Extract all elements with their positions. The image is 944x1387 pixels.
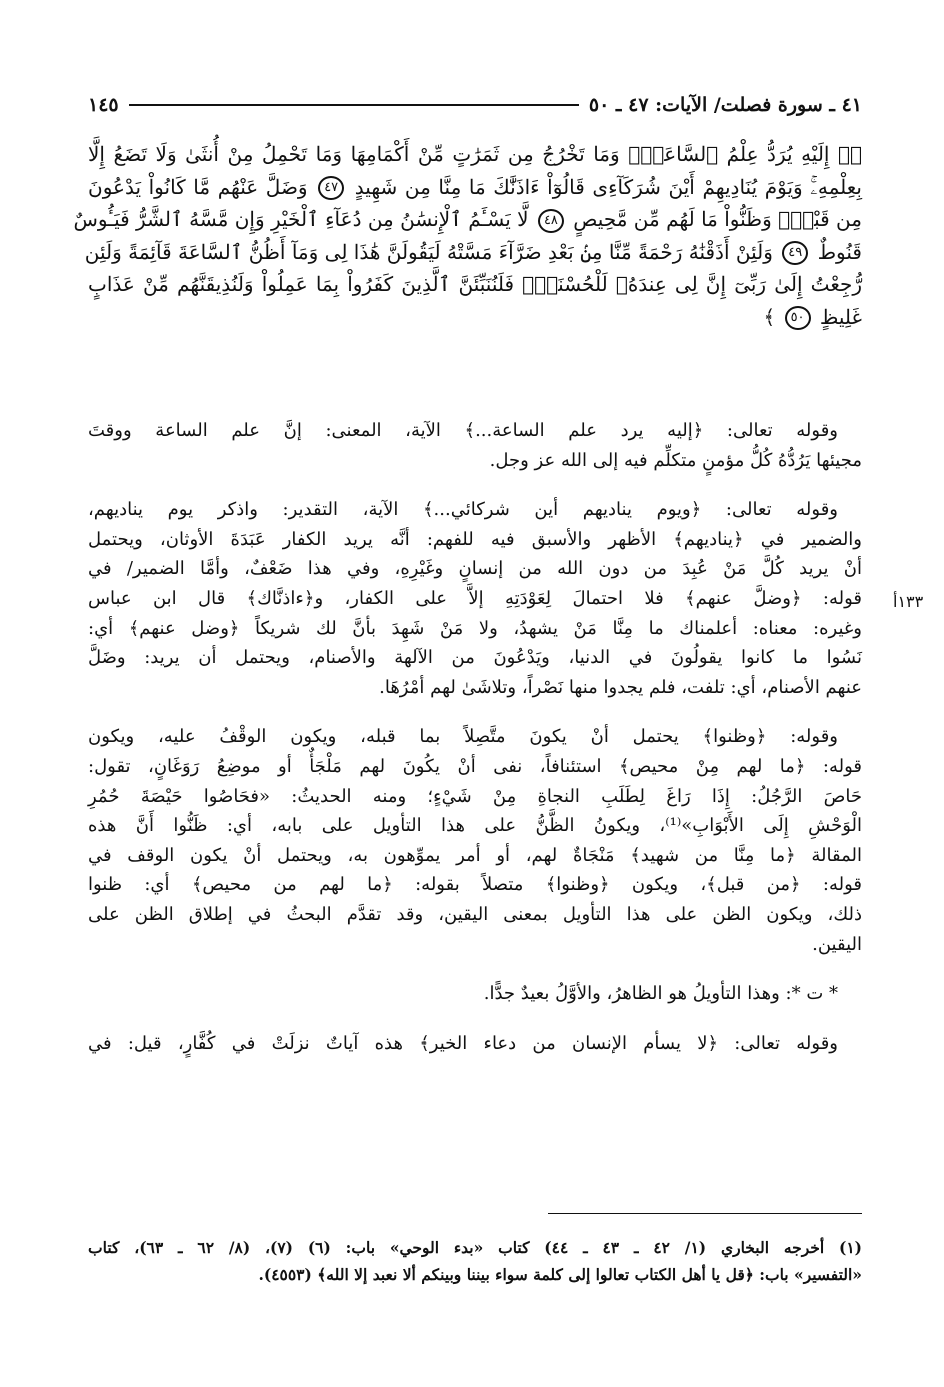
commentary-paragraph	[88, 979, 862, 1009]
commentary-line: وغيره: معناه: أعلمناك ما مِنَّا مَنْ يشهدُ، ولا مَنْ شَهِدَ بأنَّ لك شريكاً ﴿وضل عنهم﴾ أي:	[88, 617, 862, 639]
verse-text: وَلَئِنْ أَذَقْنَٰهُ رَحْمَةً مِّنَّا مِنۢ بَعْدِ ضَرَّآءَ مَسَّتْهُ لَيَقُولَنَّ هَٰذَا لِى وَمَآ أَظُنُّ ٱلسَّاعَةَ قَآئِمَةً وَلَئِن	[84, 239, 773, 264]
footnote-line: (١) أخرجه البخاري (١/ ٤٢ ـ ٤٣ ـ ٤٤) كتاب «بدء الوحي» باب: (٦) (٧)، (٨/ ٦٢ ـ ٦٣)، كتاب	[88, 1238, 862, 1257]
footnote-divider	[548, 1213, 862, 1214]
verse-text: بِعِلْمِهِۦۚ وَيَوْمَ يُنَادِيهِمْ أَيْنَ شُرَكَآءِى قَالُوٓاْ ءَاذَنَّٰكَ مَا مِنَّا مِن شَهِيدٍ	[354, 174, 863, 199]
commentary-line: حَاصَ الرَّجُلُ: إِذَا رَاغَ لِطَلَبِ النجاةِ مِنْ شَيْءٍ؛ ومنه الحديثُ: «فحَاصُوا حَيْصَةَ حُمُرِ	[88, 785, 862, 807]
quran-line	[88, 301, 862, 334]
quran-line	[88, 171, 862, 204]
quran-verses-block	[73, 138, 863, 334]
verse-text: لَّا يَسْـَٔمُ ٱلْإِنسَٰنُ مِن دُعَآءِ ٱلْخَيْرِ وَإِن مَّسَّهُ ٱلشَّرُّ فَيَـُٔوسٌ	[73, 207, 529, 232]
verse-text: ﴾	[763, 304, 776, 329]
quran-line	[88, 138, 862, 171]
commentary-line: والضمير في ﴿يناديهم﴾ الأظهر والأسبق فيه للفهم: أنَّه يريد الكفار عَبَدَةَ الأوثان، ويحتمل	[88, 528, 862, 550]
header-rule	[129, 104, 579, 106]
footnote-line: «التفسير» باب: ﴿قل يا أهل الكتاب تعالوا إلى كلمة سواء بيننا وبينكم ألا نعبد إلا الله﴾ (٤٥٥٣).	[258, 1265, 862, 1284]
ayah-number-marker: ٤٩	[782, 241, 808, 265]
commentary-line: ذلك، ويكون الظن على هذا التأويل بمعنى اليقين، وقد تقدَّم البحثُ في إطلاق الظن على	[88, 903, 862, 925]
verse-text: ﴿۞ إِلَيْهِ يُرَدُّ عِلْمُ ٱلسَّاعَةِۚ وَمَا تَخْرُجُ مِن ثَمَرَٰتٍ مِّنْ أَكْمَامِهَا وَمَا تَحْمِلُ مِنْ أُنثَىٰ وَلَا تَضَعُ إِلَّا	[88, 142, 862, 166]
commentary-line: مجيئها يَرُدُّهُ كُلُّ مؤمنٍ متكلِّم فيه إلى الله عز وجل.	[489, 449, 862, 471]
commentary-paragraph	[88, 495, 862, 702]
commentary-line: الْوَحْشِ إِلَى الأَبْوَابِ»⁽¹⁾، ويكونُ الظَّنُّ على هذا التأويل على بابه، أي: ظَنُّوا أَنَّ هذه	[88, 815, 862, 837]
quran-line	[84, 236, 862, 269]
verse-text: مِن قَبْلُۖ وَظَنُّواْ مَا لَهُم مِّن مَّحِيصٍ	[573, 207, 862, 232]
commentary-line: قوله: ﴿وضلَّ عنهم﴾ فلا احتمالَ لِعَوْدَتِهِ إلاَّ على الكفار، و﴿ءاذنَّاك﴾ قال ابن عباس	[88, 587, 862, 609]
manuscript-margin-note: ١٣٣أ	[893, 592, 924, 611]
commentary-line: نَسُوا ما كانوا يقولُونَ في الدنيا، ويَدْعُونَ من الآلهة والأصنام، ويحتمل أن يريد: وضَلَّ	[88, 647, 862, 669]
quran-line	[88, 268, 862, 301]
commentary-body	[88, 416, 862, 1078]
commentary-line: وقوله تعالى: ﴿إليه يرد علم الساعة...﴾ الآية، المعنى: إنَّ علم الساعة ووقتَ	[88, 420, 838, 441]
verse-text: غَلِيظٍ	[819, 304, 862, 329]
commentary-line: أنْ يريد كُلَّ مَنْ عُبِدَ من دون الله من إنسانٍ وغَيْرِهِ، وفي هذا ضَعْفٌ، وأمَّا الضمير/ في	[88, 558, 862, 580]
commentary-paragraph	[88, 416, 862, 475]
ayah-number-marker: ٤٧	[318, 176, 344, 200]
verse-text: رُّجِعْتُ إِلَىٰ رَبِّىٓ إِنَّ لِى عِندَهُۥ لَلْحُسْنَىٰۚ فَلَنُنَبِّئَنَّ ٱلَّذِينَ كَفَرُواْ بِمَا عَمِلُواْ وَلَنُذِيقَنَّهُم مِّنْ عَذَابٍ	[88, 272, 862, 297]
commentary-line: قوله: ﴿ما لهم مِنْ محيص﴾ استئنافاً، نفى أنْ يكُونَ لهم مَلْجَأٌ أو موضِعُ رَوَغَانٍ، تقول:	[88, 755, 862, 777]
commentary-line: وقوله: ﴿وظنوا﴾ يحتمل أنْ يكونَ متَّصِلاً بما قبله، ويكون الوقْفُ عليه، ويكون	[88, 726, 838, 748]
commentary-paragraph	[88, 722, 862, 959]
commentary-line: وقوله تعالى: ﴿لا يسأم الإنسان من دعاء الخير﴾ هذه آياتٌ نزلَتْ في كُفَّارٍ، قيل: في	[88, 1032, 838, 1054]
running-title: ٤١ ـ سورة فصلت/ الآيات: ٤٧ ـ ٥٠	[588, 94, 862, 116]
ayah-number-marker: ٤٨	[538, 209, 564, 233]
quran-line	[73, 203, 862, 236]
ayah-number-marker: ٥٠	[785, 306, 811, 330]
commentary-line: اليقين.	[812, 933, 862, 955]
footnotes	[88, 1234, 862, 1288]
page-number: ١٤٥	[88, 94, 119, 116]
commentary-paragraph	[88, 1029, 862, 1059]
page-header	[88, 90, 862, 120]
commentary-line: وقوله تعالى: ﴿ويوم يناديهم أين شركائي...﴾ الآية، التقدير: واذكر يوم يناديهم،	[88, 499, 838, 521]
verse-text: قَنُوطٌ	[817, 239, 862, 264]
commentary-line: * ت *: وهذا التأويلُ هو الظاهرُ، والأوَّلُ بعيدٌ جدًّا.	[483, 983, 838, 1005]
verse-text: وَضَلَّ عَنْهُم مَّا كَانُواْ يَدْعُونَ	[88, 174, 308, 199]
commentary-line: قوله: ﴿من قبل﴾، ويكون ﴿وظنوا﴾ متصلاً بقوله: ﴿ما لهم من محيص﴾ أي: ظنوا	[88, 874, 862, 896]
commentary-line: عنهم الأصنام، أي: تلفت، فلم يجدوا منها نَصْراً، وتلاشَىٰ لهم أمْرُهَا.	[379, 676, 862, 698]
commentary-line: المقالة ﴿ما مِنَّا من شهيد﴾ مَنْجَاةٌ لهم، أو أمر يموِّهون به، ويحتمل أنْ يكون الوقف في	[88, 844, 862, 866]
